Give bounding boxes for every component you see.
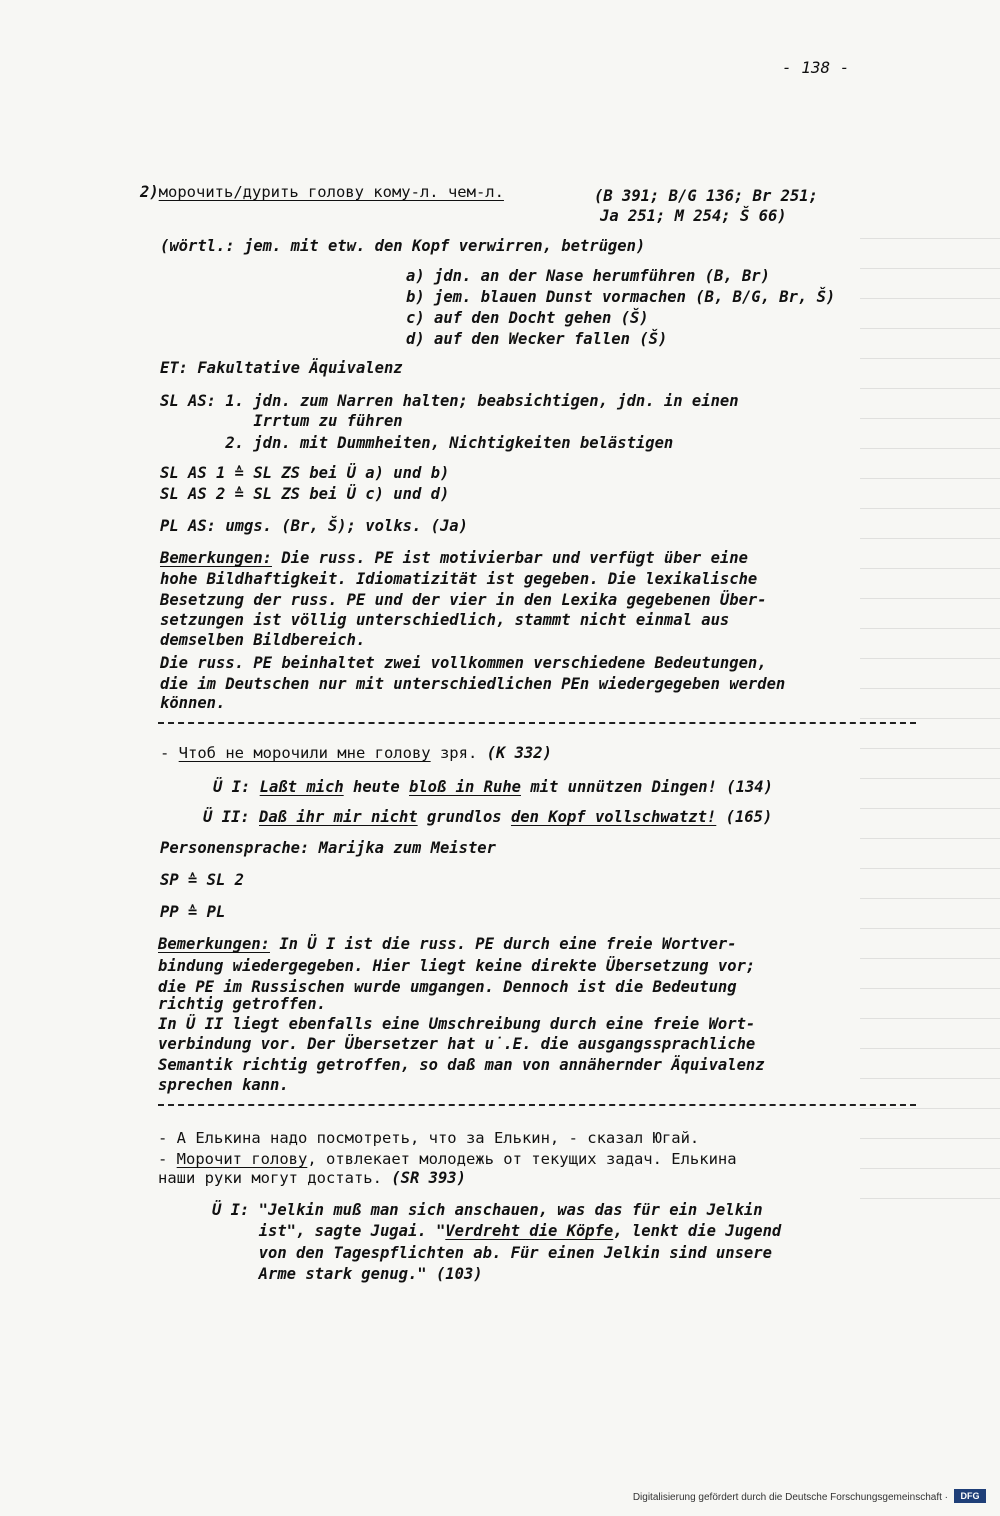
example-2-translation-line-4: Arme stark genug." (103) (212, 1265, 483, 1283)
equivalence-type: ET: Fakultative Äquivalenz (160, 359, 403, 377)
example-2-russian-line-2: - Морочит голову, отвлекает молодежь от текущих задач. Елькина (158, 1150, 737, 1168)
literal-translation: (wörtl.: jem. mit etw. den Kopf verwirren, betrügen) (160, 237, 646, 255)
entry-references-1: (B 391; B/G 136; Br 251; (594, 187, 818, 205)
equivalent-d: d) auf den Wecker fallen (Š) (406, 330, 668, 348)
entry-headword-ru: морочить/дурить голову кому-л. чем-л. (158, 183, 504, 201)
example-2-translation-line-2: ist", sagte Jugai. "Verdreht die Köpfe, lenkt die Jugend (212, 1222, 782, 1240)
entry-number: 2) (140, 183, 159, 201)
remarks-label: Bemerkungen: (158, 935, 270, 953)
remarks-2-line-6: verbindung vor. Der Übersetzer hat u̇.E. die ausgangssprachliche (158, 1035, 756, 1053)
example-2-translation-line-1: Ü I: "Jelkin muß man sich anschauen, was das für ein Jelkin (212, 1201, 763, 1219)
remarks-1-line-1: Bemerkungen: Die russ. PE ist motivierbar und verfügt über eine (160, 549, 748, 567)
remarks-1-line-7: die im Deutschen nur mit unterschiedlichen PEn wiedergegeben werden (160, 675, 786, 693)
speaker-info: Personensprache: Marijka zum Meister (160, 839, 496, 857)
remarks-2-line-5: In Ü II liegt ebenfalls eine Umschreibung durch eine freie Wort- (158, 1015, 756, 1033)
entry-references-2: Ja 251; M 254; Š 66) (600, 207, 787, 225)
pp-equivalence: PP ≙ PL (160, 903, 226, 921)
equivalent-c: c) auf den Docht gehen (Š) (406, 309, 649, 327)
remarks-1-line-4: setzungen ist völlig unterschiedlich, stammt nicht einmal aus (160, 611, 730, 629)
remarks-2-line-3: die PE im Russischen wurde umgangen. Dennoch ist die Bedeutung (158, 978, 737, 996)
remarks-2-line-2: bindung wiedergegeben. Hier liegt keine direkte Übersetzung vor; (158, 957, 756, 975)
equivalent-a: a) jdn. an der Nase herumführen (B, Br) (406, 267, 770, 285)
remarks-2-line-1: Bemerkungen: In Ü I ist die russ. PE durch eine freie Wortver- (158, 935, 737, 953)
remarks-2-line-7: Semantik richtig getroffen, so daß man von annähernder Äquivalenz (158, 1056, 765, 1074)
remarks-1-line-5: demselben Bildbereich. (160, 631, 366, 649)
remarks-1-line-8: können. (160, 694, 226, 712)
sl-as-line-1: SL AS: 1. jdn. zum Narren halten; beabsichtigen, jdn. in einen (160, 392, 739, 410)
example-1-russian: - Чтоб не морочили мне голову зря. (K 332) (160, 744, 552, 762)
remarks-1-line-6: Die russ. PE beinhaltet zwei vollkommen verschiedene Bedeutungen, (160, 654, 767, 672)
example-2-translation-line-3: von den Tagespflichten ab. Für einen Jelkin sind unsere (212, 1244, 772, 1262)
example-1-translation-1: Ü I: Laßt mich heute bloß in Ruhe mit unnützen Dingen! (134) (213, 778, 773, 796)
remarks-2-line-4: richtig getroffen. (158, 995, 326, 1013)
section-divider (158, 722, 916, 724)
equivalent-b: b) jem. blauen Dunst vormachen (B, B/G, Br, Š) (406, 288, 836, 306)
dfg-logo: DFG (954, 1489, 986, 1503)
sl-zs-line-2: SL AS 2 ≙ SL ZS bei Ü c) und d) (160, 485, 450, 503)
section-divider (158, 1104, 916, 1106)
example-1-translation-2: Ü II: Daß ihr mir nicht grundlos den Kopf vollschwatzt! (165) (203, 808, 773, 826)
pl-as: PL AS: umgs. (Br, Š); volks. (Ja) (160, 517, 468, 535)
sp-equivalence: SP ≙ SL 2 (160, 871, 244, 889)
sl-as-line-3: 2. jdn. mit Dummheiten, Nichtigkeiten belästigen (160, 434, 674, 452)
funding-footer: Digitalisierung gefördert durch die Deutsche Forschungsgemeinschaft · (632, 1492, 948, 1503)
sl-zs-line-1: SL AS 1 ≙ SL ZS bei Ü a) und b) (160, 464, 450, 482)
sl-as-line-2: Irrtum zu führen (160, 412, 403, 430)
remarks-1-line-3: Besetzung der russ. PE und der vier in den Lexika gegebenen Über- (160, 591, 767, 609)
remarks-1-line-2: hohe Bildhaftigkeit. Idiomatizität ist gegeben. Die lexikalische (160, 570, 758, 588)
remarks-2-line-8: sprechen kann. (158, 1076, 289, 1094)
example-2-phrase: Морочит голову (176, 1150, 308, 1168)
example-2-russian-line-1: - А Елькина надо посмотреть, что за Елькин, - сказал Югай. (158, 1129, 700, 1147)
page-number: - 138 - (782, 58, 850, 77)
example-2-russian-line-3: наши руки могут достать. (SR 393) (158, 1169, 466, 1187)
example-1-phrase: Чтоб не морочили мне голову (178, 744, 431, 762)
bleed-through-shadow (860, 220, 1000, 1220)
entry-heading (140, 182, 504, 202)
remarks-label: Bemerkungen: (160, 549, 272, 567)
